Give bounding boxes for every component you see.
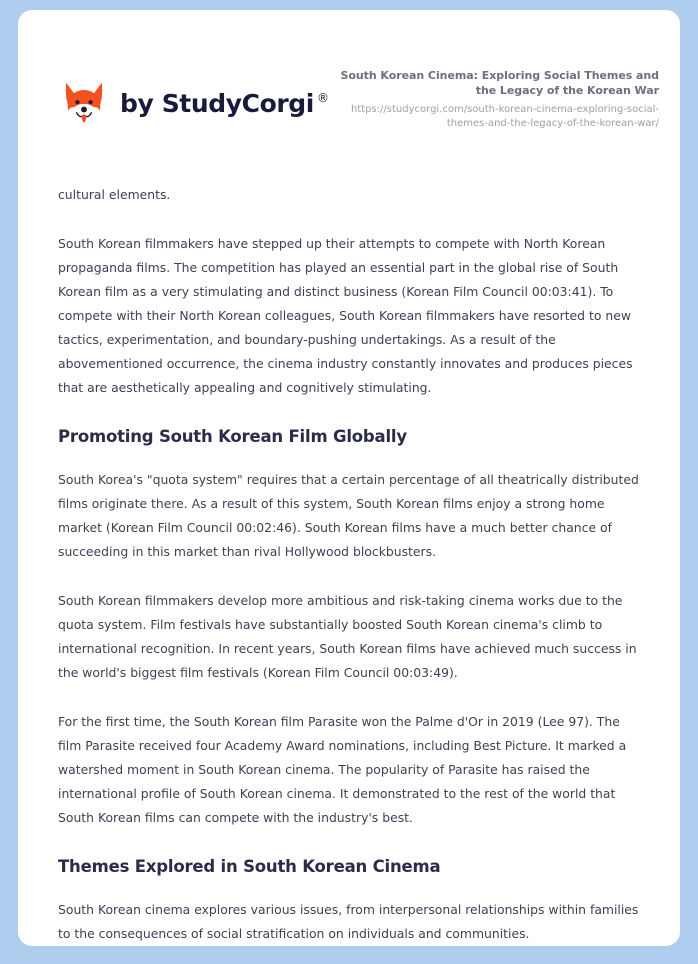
section-heading: Promoting South Korean Film Globally — [58, 427, 407, 446]
article-body — [18, 183, 680, 946]
registered-trademark-icon: ® — [316, 90, 329, 105]
document-page-card — [18, 10, 680, 946]
document-header — [18, 10, 680, 131]
body-paragraph: South Korean cinema explores various issues, from interpersonal relationships within families to the consequences of social stratification on individuals and communities. — [58, 902, 639, 941]
brand-wordmark — [120, 88, 329, 118]
body-paragraph: For the first time, the South Korean film Parasite won the Palme d'Or in 2019 (Lee 97). The film Parasite received four Academy Award nominations, including Best Picture. It marked a watershed moment in South Korean cinema. The popularity of Parasite has raised the international profile of South Korean cinema. It demonstrated to the rest of the world that South Korean films can compete with the industry's best. — [58, 714, 627, 825]
body-paragraph: cultural elements. — [58, 187, 171, 202]
body-paragraph: South Korean filmmakers develop more ambitious and risk-taking cinema works due to the quota system. Film festivals have substantially boosted South Korean cinema's climb to international recognition. In recent years, South Korean films have achieved much success in the world's biggest film festivals (Korean Film Council 00:03:49). — [58, 593, 637, 680]
header-meta — [329, 65, 659, 131]
source-url[interactable]: https://studycorgi.com/south-korean-cinema-exploring-social-themes-and-the-legacy-of-the-korean-war/ — [350, 104, 659, 129]
body-paragraph: South Korean filmmakers have stepped up their attempts to compete with North Korean propaganda films. The competition has played an essential part in the global rise of South Korean film as a very stimulating and distinct business (Korean Film Council 00:03:41). To compete with their North Korean colleagues, South Korean filmmakers have resorted to new tactics, experimentation, and boundary-pushing undertakings. As a result of the abovementioned occurrence, the cinema industry constantly innovates and produces pieces that are aesthetically appealing and cognitively stimulating. — [58, 236, 633, 395]
studycorgi-brand[interactable] — [58, 65, 329, 129]
section-heading: Themes Explored in South Korean Cinema — [58, 857, 441, 876]
page-title: South Korean Cinema: Exploring Social Themes and the Legacy of the Korean War — [340, 69, 659, 97]
brand-name-text: by StudyCorgi — [120, 88, 314, 118]
body-paragraph: South Korea's "quota system" requires that a certain percentage of all theatrically distributed films originate there. As a result of this system, South Korean films enjoy a strong home market (Korean Film Council 00:02:46). South Korean films have a much better chance of succeeding in this market than rival Hollywood blockbusters. — [58, 472, 639, 559]
corgi-dog-head-icon — [58, 77, 110, 129]
